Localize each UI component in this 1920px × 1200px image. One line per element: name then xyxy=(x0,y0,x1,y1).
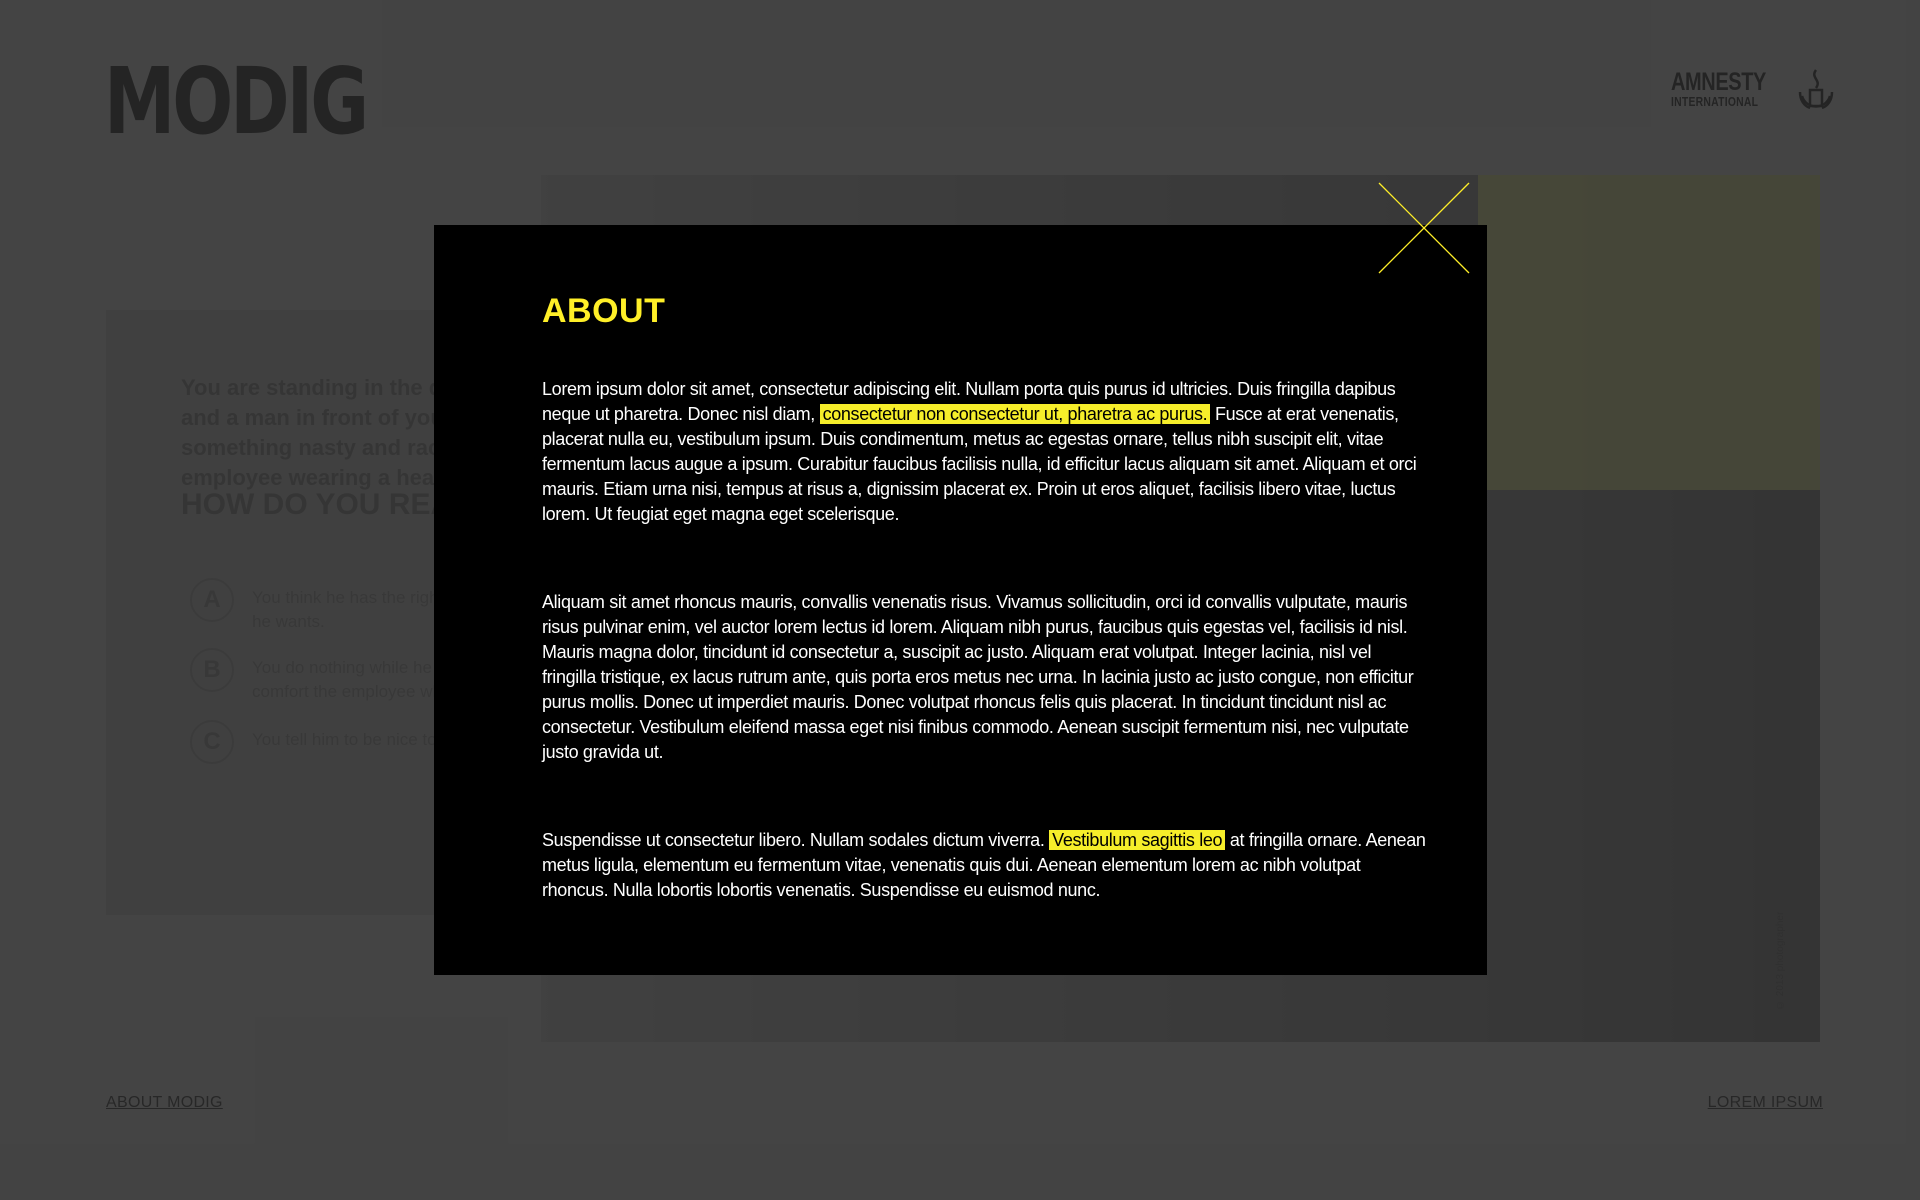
modal-title: ABOUT xyxy=(542,292,666,330)
modal-paragraph-1 xyxy=(542,377,1427,527)
highlighted-text: consectetur non consectetur ut, pharetra ac purus. xyxy=(820,404,1211,424)
paragraph-text: Suspendisse ut consectetur libero. Nullam sodales dictum viverra. xyxy=(542,830,1050,850)
paragraph-text: at fringilla ornare. Aenean metus ligula, elementum eu fermentum vitae, venenatis quis dui. Aenean elementum lorem ac nibh volutpat rhoncus. Nulla lobortis lobortis venenatis. Suspendisse eu euismod nunc. xyxy=(542,830,1426,900)
paragraph-text: Lorem ipsum dolor sit amet, consectetur adipiscing elit. Nullam porta quis purus id ultricies. Duis fringilla dapibus neque ut pharetra. Donec nisl diam, xyxy=(542,379,1396,424)
close-icon[interactable] xyxy=(1377,181,1471,275)
paragraph-text: Fusce at erat venenatis, placerat nulla eu, vestibulum ipsum. Duis condimentum, metus ac egestas ornare, tellus nibh suscipit elit, vitae fermentum lacus augue a ipsum. Curabitur faucibus facilisis nulla, id efficitur lacus aliquam sit amet. Aliquam et orci mauris. Etiam urna nisi, tempus at risus a, dignissim placerat ex. Proin ut eros aliquet, facilisis libero vitae, luctus lorem. Ut feugiat eget magna eget scelerisque. xyxy=(542,404,1417,524)
modal-paragraph-2: Aliquam sit amet rhoncus mauris, convallis venenatis risus. Vivamus sollicitudin, orci id convallis vulputate, mauris risus pulvinar enim, vel auctor lorem lectus id lorem. Aliquam nibh purus, faucibus quis egestas vel, facilisis id nisl. Mauris magna dolor, tincidunt id consectetur a, suscipit ac justo. Aliquam erat volutpat. Integer lacinia, nisl vel fringilla tristique, ex lacus rutrum ante, quis porta eros metus nec urna. In lacinia justo ac justo congue, non efficitur purus mollis. Donec ut imperdiet mauris. Donec volutpat rhoncus felis quis placerat. In tincidunt tincidunt nisl ac consectetur. Vestibulum eleifend massa eget nisi finibus commodo. Aenean suscipit fermentum nisi, nec vulputate justo gravida ut. xyxy=(542,592,1414,762)
highlighted-text: Vestibulum sagittis leo xyxy=(1049,830,1225,850)
modal-paragraph-3 xyxy=(542,828,1427,903)
about-modal xyxy=(434,225,1487,975)
modal-body xyxy=(542,377,1427,966)
